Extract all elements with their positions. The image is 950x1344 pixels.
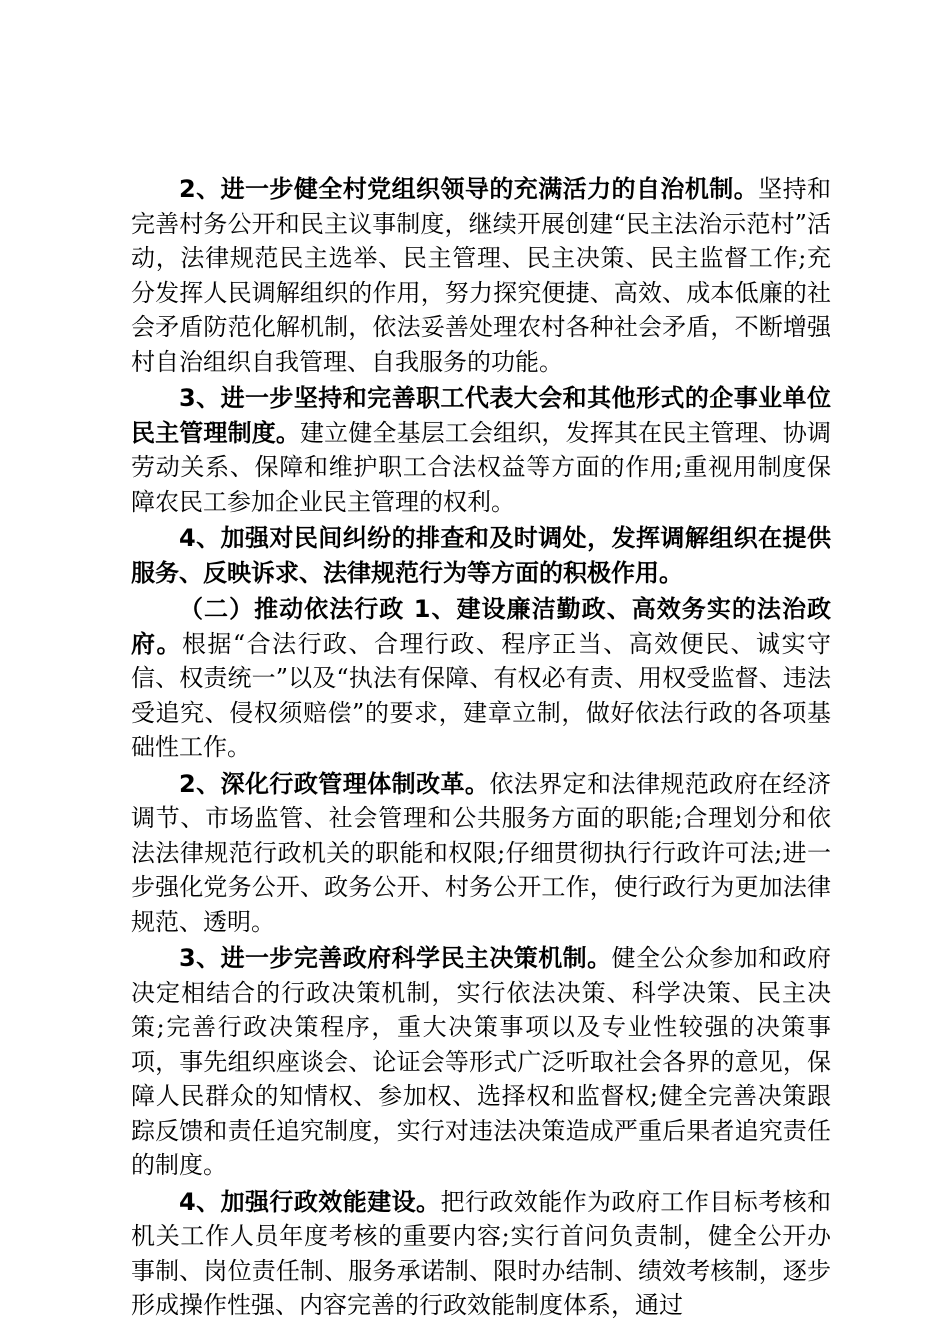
paragraph-text: 健全公众参加和政府决定相结合的行政决策机制，实行依法决策、科学决策、民主决策;完善行政决策程序，重大决策事项以及专业性较强的决策事项，事先组织座谈会、论证会等形式广泛听取社会各界的意见，保障人民群众的知情权、参加权、选择权和监督权;健全完善决策跟踪反馈和责任追究制度，实行对违法决策造成严重后果者追究责任的制度。 (131, 944, 832, 1179)
paragraph-heading: 4、加强对民间纠纷的排查和及时调处，发挥调解组织在提供服务、反映诉求、法律规范行为等方面的积极作用。 (131, 524, 831, 587)
paragraph-heading: 3、进一步完善政府科学民主决策机制。 (179, 944, 612, 972)
paragraph-workers-congress (131, 381, 831, 519)
paragraph-heading: 3、进一步坚持和完善职工代表大会和其他形式的企事业单位民主管理制度。 (131, 384, 831, 447)
paragraph-text: 建立健全基层工会组织，发挥其在民主管理、协调劳动关系、保障和维护职工合法权益等方面的作用;重视用制度保障农民工参加企业民主管理的权利。 (131, 418, 831, 516)
paragraph-text: 坚持和完善村务公开和民主议事制度，继续开展创建“民主法治示范村”活动，法律规范民主选举、民主管理、民主决策、民主监督工作;充分发挥人民调解组织的作用，努力探究便捷、高效、成本低廉的社会矛盾防范化解机制，依法妥善处理农村各种社会矛盾，不断增强村自治组织自我管理、自我服务的功能。 (131, 175, 832, 376)
paragraph-heading: 2、进一步健全村党组织领导的充满活力的自治机制。 (179, 175, 759, 203)
paragraph-text: 根据“合法行政、合理行政、程序正当、高效便民、诚实守信、权责统一”以及“执法有保障、有权必有责、用权受监督、违法受追究、侵权须赔偿”的要求，建章立制，做好依法行政的各项基础性工作。 (131, 629, 831, 761)
paragraph-village-autonomy (131, 172, 831, 379)
paragraph-heading: 4、加强行政效能建设。 (179, 1187, 441, 1216)
paragraph-decision-mechanism (131, 941, 831, 1183)
paragraph-administrative-efficiency (131, 1185, 831, 1323)
paragraph-heading: （二）推动依法行政 1、建设廉洁勤政、高效务实的法治政府。 (131, 595, 831, 658)
paragraph-dispute-mediation (131, 521, 831, 590)
document-body (131, 172, 831, 1323)
paragraph-administrative-reform (131, 767, 831, 940)
paragraph-heading: 2、深化行政管理体制改革。 (179, 769, 490, 798)
paragraph-text: 把行政效能作为政府工作目标考核和机关工作人员年度考核的重要内容;实行首问负责制，健全公开办事制、岗位责任制、服务承诺制、限时办结制、绩效考核制，逐步形成操作性强、内容完善的行政效能制度体系，通过 (131, 1187, 832, 1319)
paragraph-rule-of-law-government (131, 592, 831, 765)
paragraph-text: 依法界定和法律规范政府在经济调节、市场监管、社会管理和公共服务方面的职能;合理划分和依法法律规范行政机关的职能和权限;仔细贯彻执行行政许可法;进一步强化党务公开、政务公开、村务公开工作，使行政行为更加法律规范、透明。 (131, 769, 832, 936)
